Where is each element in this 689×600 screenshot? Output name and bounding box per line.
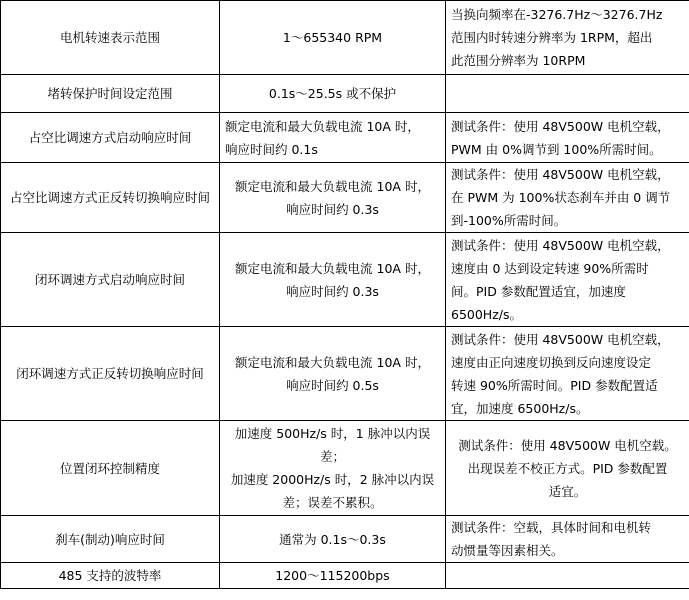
table-row xyxy=(1,163,689,233)
param-cell: 闭环调速方式启动响应时间 xyxy=(1,233,220,327)
value-cell: 0.1s～25.5s 或不保护 xyxy=(220,75,446,113)
table-row xyxy=(1,75,689,113)
value-cell: 额定电流和最大负载电流 10A 时， 响应时间约 0.5s xyxy=(220,327,446,421)
param-cell: 占空比调速方式正反转切换响应时间 xyxy=(1,163,220,233)
table-row xyxy=(1,1,689,75)
note-cell: 测试条件：使用 48V500W 电机空载。 出现误差不校正方式。PID 参数配置 适宜。 xyxy=(446,421,689,516)
param-cell: 占空比调速方式启动响应时间 xyxy=(1,113,220,163)
table-row xyxy=(1,113,689,163)
value-cell: 额定电流和最大负载电流 10A 时， 响应时间约 0.3s xyxy=(220,233,446,327)
note-cell xyxy=(446,75,689,113)
value-cell: 额定电流和最大负载电流 10A 时， 响应时间约 0.3s xyxy=(220,163,446,233)
value-cell: 1200～115200bps xyxy=(220,563,446,589)
value-cell: 1～655340 RPM xyxy=(220,1,446,75)
note-cell: 测试条件：使用 48V500W 电机空载， 速度由 0 达到设定转速 90%所需时 间。PID 参数配置适宜，加速度 6500Hz/s。 xyxy=(446,233,689,327)
param-cell: 闭环调速方式正反转切换响应时间 xyxy=(1,327,220,421)
table-row xyxy=(1,327,689,421)
param-cell: 堵转保护时间设定范围 xyxy=(1,75,220,113)
table-row xyxy=(1,233,689,327)
param-cell: 485 支持的波特率 xyxy=(1,563,220,589)
table-row xyxy=(1,563,689,589)
note-cell: 测试条件：使用 48V500W 电机空载， PWM 由 0%调节到 100%所需时间。 xyxy=(446,113,689,163)
note-cell: 测试条件：空载，具体时间和电机转 动惯量等因素相关。 xyxy=(446,516,689,563)
note-cell: 测试条件：使用 48V500W 电机空载， 速度由正向速度切换到反向速度设定 转速 90%所需时间。PID 参数配置适 宜，加速度 6500Hz/s。 xyxy=(446,327,689,421)
value-cell: 通常为 0.1s～0.3s xyxy=(220,516,446,563)
value-cell: 加速度 500Hz/s 时，1 脉冲以内误 差； 加速度 2000Hz/s 时，2 脉冲以内误 差；误差不累积。 xyxy=(220,421,446,516)
param-cell: 刹车(制动)响应时间 xyxy=(1,516,220,563)
note-cell: 当换向频率在-3276.7Hz～3276.7Hz 范围内时转速分辨率为 1RPM，超出 此范围分辨率为 10RPM xyxy=(446,1,689,75)
param-cell: 位置闭环控制精度 xyxy=(1,421,220,516)
table-row xyxy=(1,516,689,563)
param-cell: 电机转速表示范围 xyxy=(1,1,220,75)
note-cell: 测试条件：使用 48V500W 电机空载， 在 PWM 为 100%状态刹车并由 0 调节 到-100%所需时间。 xyxy=(446,163,689,233)
value-cell: 额定电流和最大负载电流 10A 时， 响应时间约 0.1s xyxy=(220,113,446,163)
table-row xyxy=(1,421,689,516)
note-cell xyxy=(446,563,689,589)
